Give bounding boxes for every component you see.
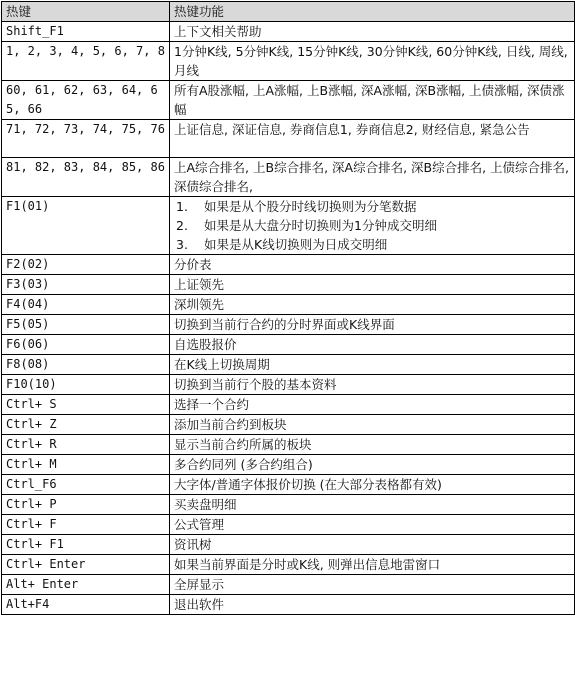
function-cell: 全屏显示 bbox=[170, 575, 575, 595]
hotkey-document bbox=[1, 1, 574, 615]
hotkey-cell: F5(05) bbox=[2, 315, 170, 335]
table-row bbox=[2, 158, 575, 197]
table-row bbox=[2, 555, 575, 575]
table-row bbox=[2, 375, 575, 395]
list-item bbox=[174, 235, 570, 254]
list-item-text: 如果是从K线切换则为日成交明细 bbox=[204, 237, 388, 252]
header-function: 热键功能 bbox=[170, 2, 575, 22]
function-cell bbox=[170, 197, 575, 255]
table-row bbox=[2, 355, 575, 375]
function-cell: 1分钟K线, 5分钟K线, 15分钟K线, 30分钟K线, 60分钟K线, 日线, 周线, 月线 bbox=[170, 42, 575, 81]
function-cell: 上A综合排名, 上B综合排名, 深A综合排名, 深B综合排名, 上债综合排名, 深债综合排名, bbox=[170, 158, 575, 197]
function-cell: 资讯树 bbox=[170, 535, 575, 555]
function-cell: 切换到当前行个股的基本资料 bbox=[170, 375, 575, 395]
table-body bbox=[2, 22, 575, 615]
function-cell: 切换到当前行合约的分时界面或K线界面 bbox=[170, 315, 575, 335]
function-cell: 添加当前合约到板块 bbox=[170, 415, 575, 435]
hotkey-cell: Alt+ Enter bbox=[2, 575, 170, 595]
list-item bbox=[174, 216, 570, 235]
hotkey-cell: 81, 82, 83, 84, 85, 86 bbox=[2, 158, 170, 197]
function-cell: 分价表 bbox=[170, 255, 575, 275]
function-cell: 所有A股涨幅, 上A涨幅, 上B涨幅, 深A涨幅, 深B涨幅, 上债涨幅, 深债涨幅 bbox=[170, 81, 575, 120]
list-item-text: 如果是从个股分时线切换则为分笔数据 bbox=[204, 199, 417, 214]
table-row bbox=[2, 495, 575, 515]
function-cell: 自选股报价 bbox=[170, 335, 575, 355]
table-row bbox=[2, 315, 575, 335]
hotkey-cell: Ctrl+ Z bbox=[2, 415, 170, 435]
hotkey-cell: Ctrl+ F bbox=[2, 515, 170, 535]
function-cell: 大字体/普通字体报价切换 (在大部分表格都有效) bbox=[170, 475, 575, 495]
table-row bbox=[2, 42, 575, 81]
table-row bbox=[2, 515, 575, 535]
function-cell: 多合约同列 (多合约组合) bbox=[170, 455, 575, 475]
header-row bbox=[2, 2, 575, 22]
list-item-number: 3. bbox=[176, 237, 188, 252]
table-row bbox=[2, 81, 575, 120]
table-row bbox=[2, 335, 575, 355]
hotkey-cell: F3(03) bbox=[2, 275, 170, 295]
hotkey-cell: Shift_F1 bbox=[2, 22, 170, 42]
list-item-text: 如果是从大盘分时切换则为1分钟成交明细 bbox=[204, 218, 437, 233]
list-item-number: 1. bbox=[176, 199, 188, 214]
table-row bbox=[2, 22, 575, 42]
function-cell: 上证信息, 深证信息, 券商信息1, 券商信息2, 财经信息, 紧急公告 bbox=[170, 120, 575, 158]
function-cell: 上证领先 bbox=[170, 275, 575, 295]
hotkey-cell: 60, 61, 62, 63, 64, 65, 66 bbox=[2, 81, 170, 120]
table-row bbox=[2, 120, 575, 158]
function-cell: 选择一个合约 bbox=[170, 395, 575, 415]
table-row bbox=[2, 535, 575, 555]
table-row bbox=[2, 575, 575, 595]
function-cell: 深圳领先 bbox=[170, 295, 575, 315]
hotkey-cell: Ctrl+ P bbox=[2, 495, 170, 515]
hotkey-cell: Alt+F4 bbox=[2, 595, 170, 615]
header-hotkey: 热键 bbox=[2, 2, 170, 22]
function-cell: 退出软件 bbox=[170, 595, 575, 615]
hotkey-cell: F2(02) bbox=[2, 255, 170, 275]
table-row bbox=[2, 455, 575, 475]
hotkey-cell: Ctrl+ Enter bbox=[2, 555, 170, 575]
function-cell: 显示当前合约所属的板块 bbox=[170, 435, 575, 455]
function-cell: 公式管理 bbox=[170, 515, 575, 535]
hotkey-cell: Ctrl_F6 bbox=[2, 475, 170, 495]
hotkey-cell: Ctrl+ R bbox=[2, 435, 170, 455]
table-row bbox=[2, 595, 575, 615]
hotkey-cell: 1, 2, 3, 4, 5, 6, 7, 8 bbox=[2, 42, 170, 81]
list-item bbox=[174, 197, 570, 216]
hotkey-cell: Ctrl+ F1 bbox=[2, 535, 170, 555]
table-row bbox=[2, 475, 575, 495]
table-row bbox=[2, 415, 575, 435]
function-cell: 买卖盘明细 bbox=[170, 495, 575, 515]
hotkey-cell: F4(04) bbox=[2, 295, 170, 315]
table-row bbox=[2, 197, 575, 255]
hotkey-cell: F10(10) bbox=[2, 375, 170, 395]
hotkey-cell: Ctrl+ S bbox=[2, 395, 170, 415]
function-cell: 上下文相关帮助 bbox=[170, 22, 575, 42]
function-cell: 如果当前界面是分时或K线, 则弹出信息地雷窗口 bbox=[170, 555, 575, 575]
table-row bbox=[2, 435, 575, 455]
list-item-number: 2. bbox=[176, 218, 188, 233]
table-row bbox=[2, 295, 575, 315]
hotkey-table bbox=[1, 1, 575, 615]
hotkey-cell: F1(01) bbox=[2, 197, 170, 255]
function-cell: 在K线上切换周期 bbox=[170, 355, 575, 375]
hotkey-cell: 71, 72, 73, 74, 75, 76 bbox=[2, 120, 170, 158]
hotkey-cell: F8(08) bbox=[2, 355, 170, 375]
table-row bbox=[2, 255, 575, 275]
table-row bbox=[2, 395, 575, 415]
function-list bbox=[174, 197, 570, 254]
hotkey-cell: Ctrl+ M bbox=[2, 455, 170, 475]
table-row bbox=[2, 275, 575, 295]
hotkey-cell: F6(06) bbox=[2, 335, 170, 355]
